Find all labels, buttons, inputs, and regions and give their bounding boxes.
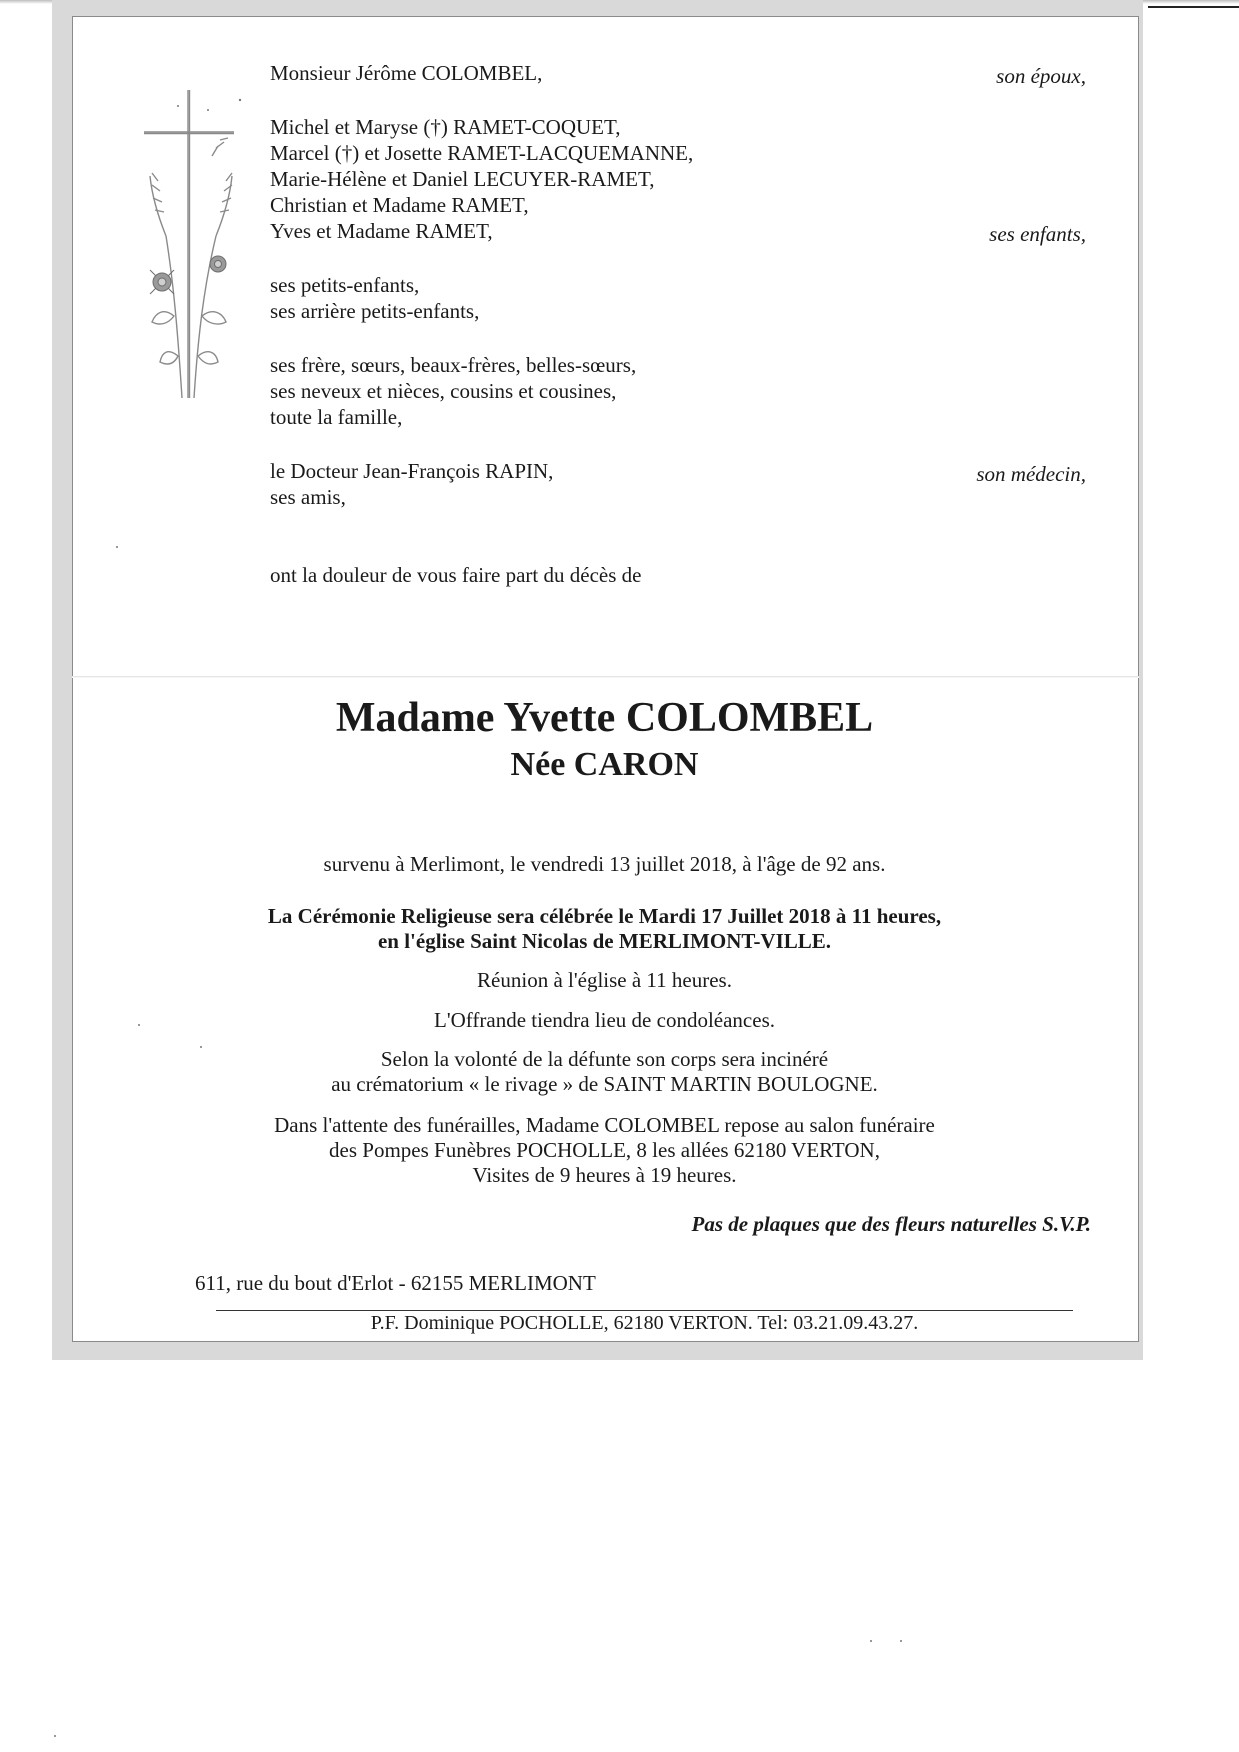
children-role: ses enfants, [989,222,1086,246]
ceremony-line-2: en l'église Saint Nicolas de MERLIMONT-VILLE. [377,929,832,953]
cremation-line-2: au crématorium « le rivage » de SAINT MARTIN BOULOGNE. [331,1072,878,1096]
doctor-role: son médecin, [976,462,1086,486]
offering-info: L'Offrande tiendra lieu de condoléances. [434,1008,775,1032]
family-address: 611, rue du bout d'Erlot - 62155 MERLIMONT [195,1271,596,1295]
scan-speck [54,1735,56,1737]
scan-speck [900,1640,902,1642]
paper-fold-line [72,676,1139,678]
doctor-name: le Docteur Jean-François RAPIN, [270,459,554,483]
scan-speck [138,1024,140,1026]
ceremony-line-1: La Cérémonie Religieuse sera célébrée le Mardi 17 Juillet 2018 à 11 heures, [267,904,942,928]
child-line-2: Marcel (†) et Josette RAMET-LACQUEMANNE, [270,141,694,165]
scan-edge-mark [1148,6,1239,8]
scan-speck [200,1046,202,1048]
grandchildren-line-1: ses petits-enfants, [270,273,420,297]
family-line-3: toute la famille, [270,405,403,429]
funeral-home-line-1: Dans l'attente des funérailles, Madame COLOMBEL repose au salon funéraire [274,1113,935,1137]
closing-note: Pas de plaques que des fleurs naturelles S.V.P. [691,1212,1091,1236]
child-line-1: Michel et Maryse (†) RAMET-COQUET, [270,115,621,139]
child-line-4: Christian et Madame RAMET, [270,193,529,217]
funeral-home-line-3: Visites de 9 heures à 19 heures. [472,1163,737,1187]
spouse-name: Monsieur Jérôme COLOMBEL, [270,61,543,85]
grandchildren-line-2: ses arrière petits-enfants, [270,299,480,323]
scan-speck [870,1640,872,1642]
spouse-role: son époux, [996,64,1086,88]
cross-with-flowers-icon [138,86,248,406]
family-line-1: ses frère, sœurs, beaux-frères, belles-sœurs, [270,353,637,377]
scan-speck [116,546,118,548]
deceased-maiden-name: Née CARON [510,746,699,783]
funeral-director-footer: P.F. Dominique POCHOLLE, 62180 VERTON. Tel: 03.21.09.43.27. [370,1312,919,1334]
footer-divider [216,1310,1073,1311]
death-info: survenu à Merlimont, le vendredi 13 juillet 2018, à l'âge de 92 ans. [323,852,886,876]
friends-line: ses amis, [270,485,346,509]
child-line-3: Marie-Hélène et Daniel LECUYER-RAMET, [270,167,655,191]
announcement-line: ont la douleur de vous faire part du décès de [270,563,642,587]
child-line-5: Yves et Madame RAMET, [270,219,493,243]
funeral-home-line-2: des Pompes Funèbres POCHOLLE, 8 les allées 62180 VERTON, [329,1138,880,1162]
meeting-info: Réunion à l'église à 11 heures. [477,968,732,992]
deceased-name: Madame Yvette COLOMBEL [335,695,874,741]
family-line-2: ses neveux et nièces, cousins et cousines, [270,379,617,403]
cremation-line-1: Selon la volonté de la défunte son corps sera incinéré [380,1047,829,1071]
